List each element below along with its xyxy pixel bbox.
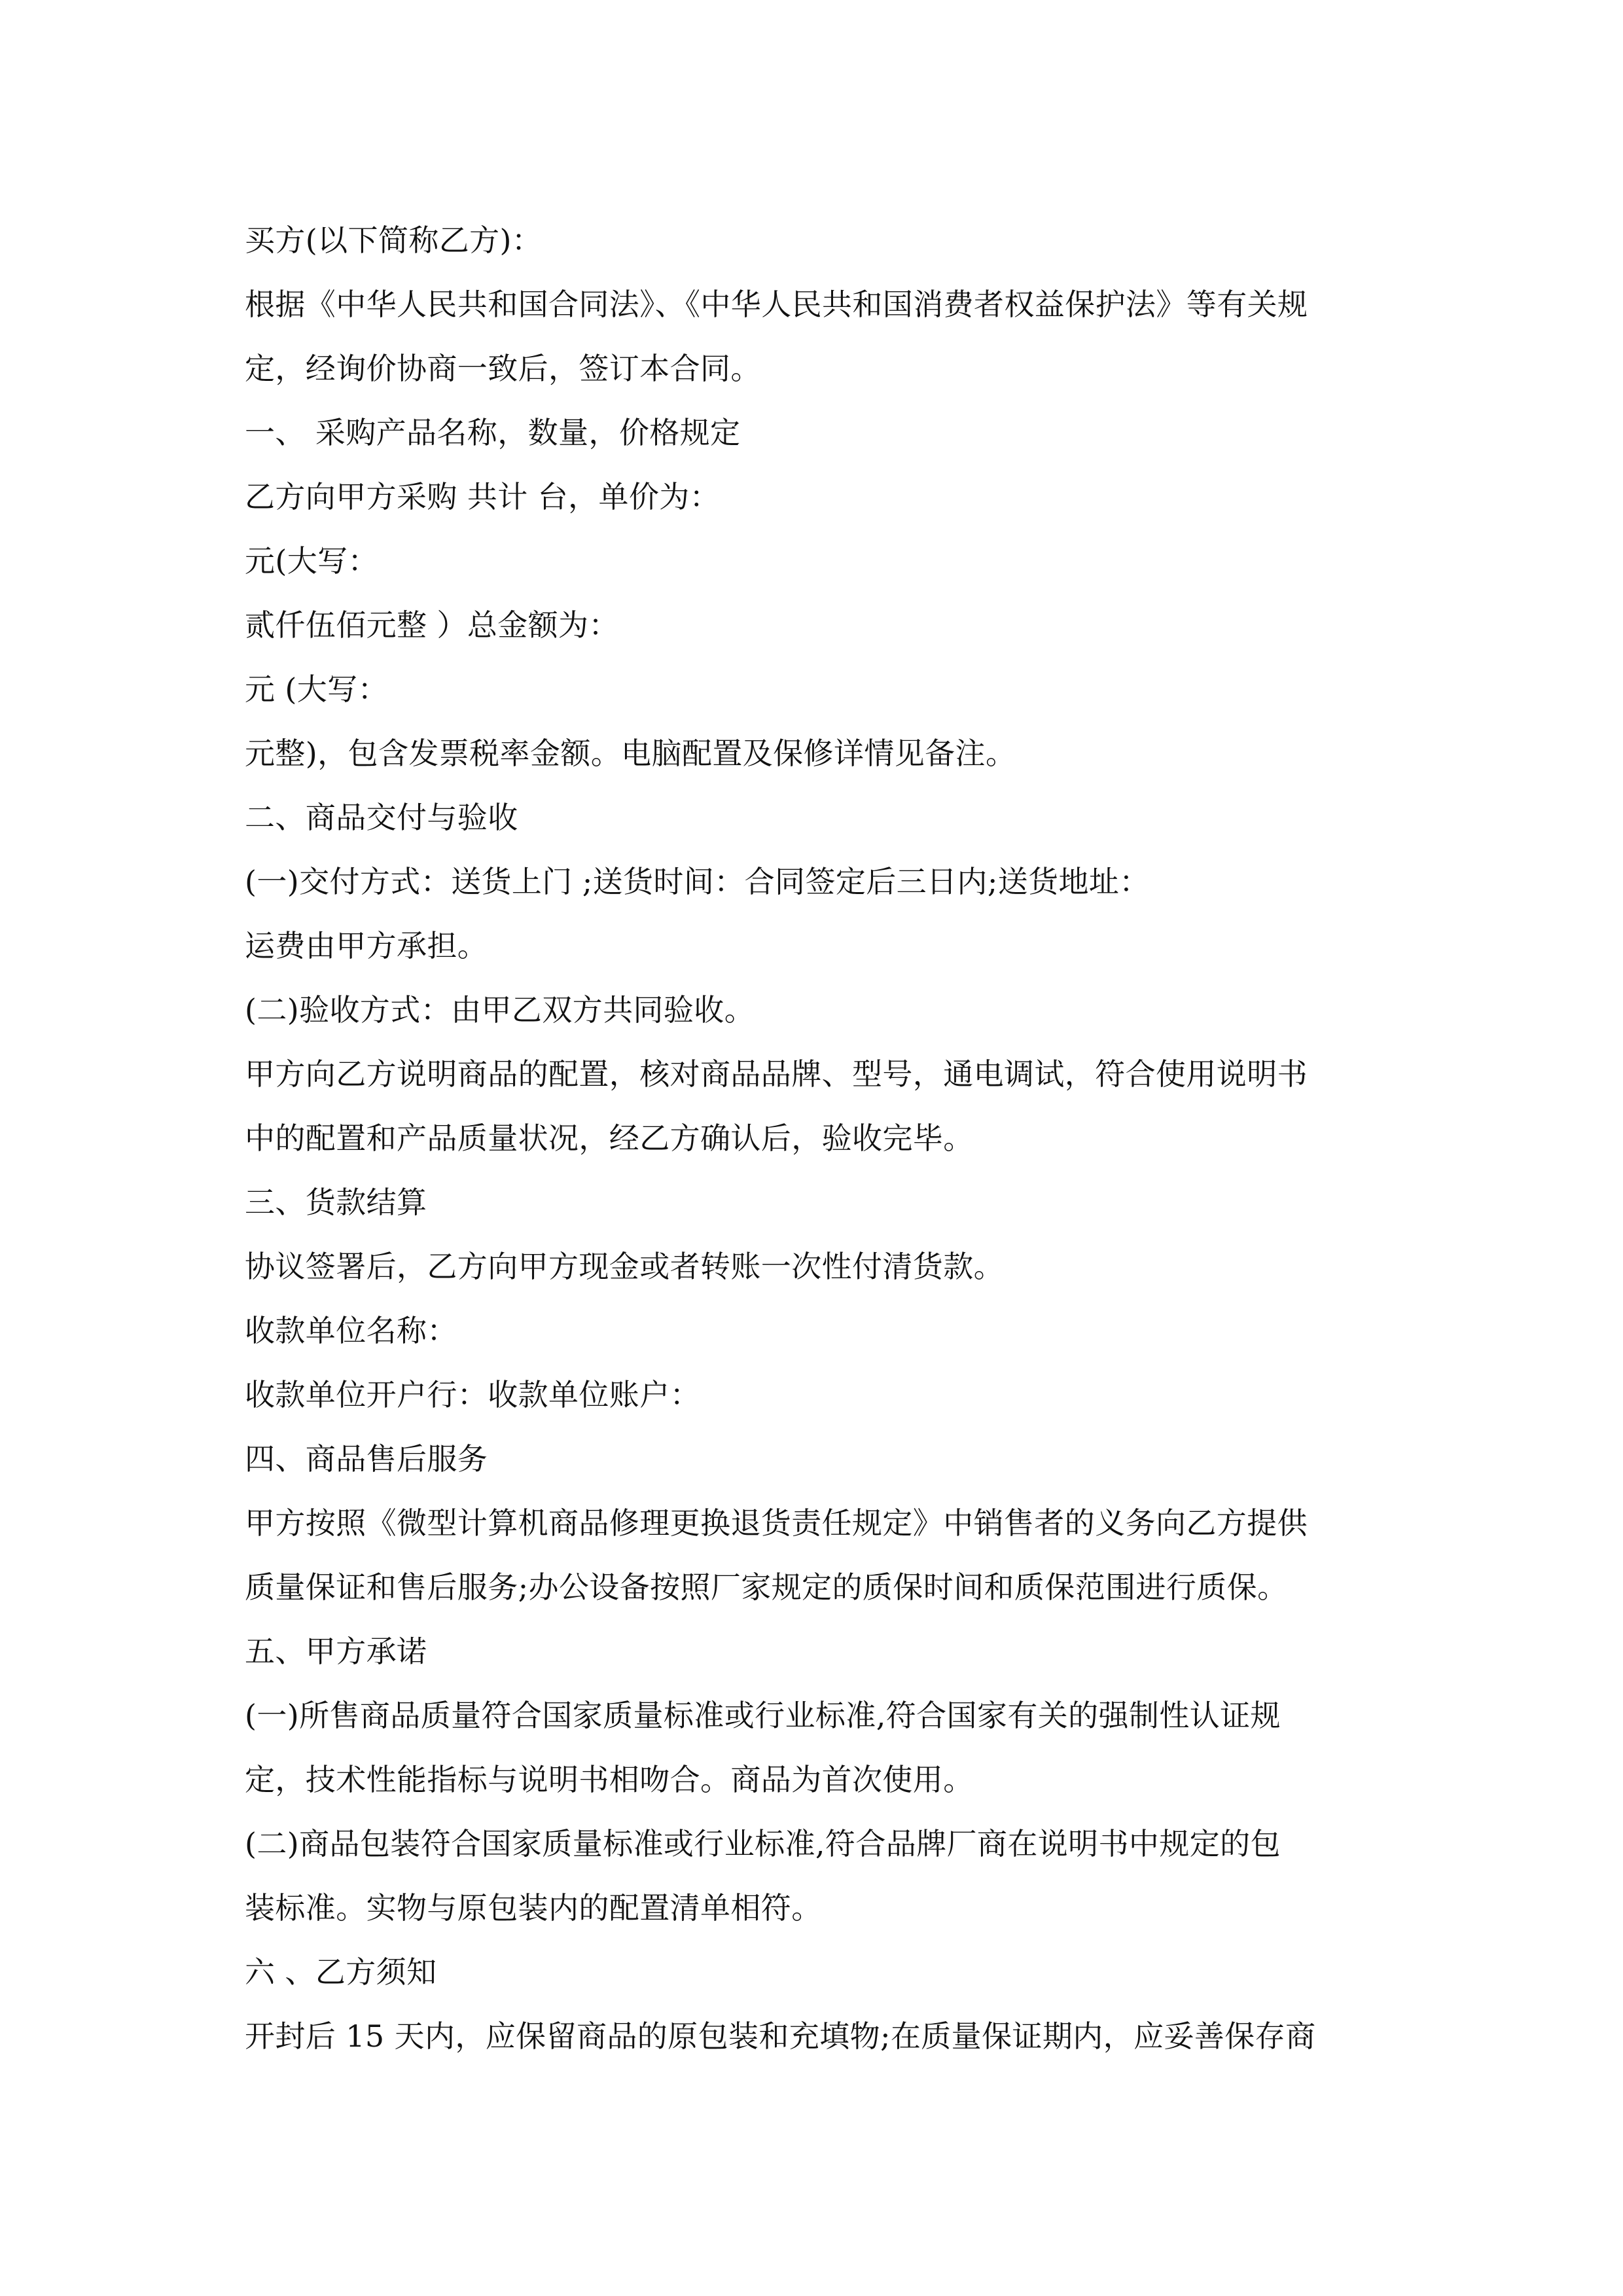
section-3-heading: 三、货款结算: [245, 1185, 427, 1220]
promise-2-line-1: (二)商品包装符合国家质量标准或行业标准,符合品牌厂商在说明书中规定的包: [245, 1826, 1281, 1861]
buyer-notice-line: 开封后 15 天内，应保留商品的原包装和充填物;在质量保证期内，应妥善保存商: [245, 2018, 1316, 2054]
after-sales-line-1: 甲方按照《微型计算机商品修理更换退货责任规定》中销售者的义务向乙方提供: [245, 1505, 1308, 1541]
payee-bank-line: 收款单位开户行：收款单位账户：: [245, 1377, 700, 1412]
payment-line: 协议签署后，乙方向甲方现金或者转账一次性付清货款。: [245, 1249, 1004, 1284]
section-4-heading: 四、商品售后服务: [245, 1441, 488, 1477]
freight-line: 运费由甲方承担。: [245, 928, 488, 963]
legal-basis-line-2: 定，经询价协商一致后，签订本合同。: [245, 351, 761, 386]
buyer-line: 买方(以下简称乙方)：: [245, 223, 543, 258]
purchase-quantity-line: 乙方向甲方采购 共计 台，单价为：: [245, 479, 721, 514]
total-amount-uppercase-line: 元整)，包含发票税率金额。电脑配置及保修详情见备注。: [245, 736, 1016, 771]
payee-name-line: 收款单位名称：: [245, 1313, 457, 1348]
delivery-method-line: (一)交付方式：送货上门 ;送货时间：合同签定后三日内;送货地址：: [245, 864, 1150, 899]
section-2-heading: 二、商品交付与验收: [245, 800, 518, 835]
unit-price-uppercase-line: 贰仟伍佰元整 ）总金额为：: [245, 607, 619, 643]
promise-2-line-2: 装标准。实物与原包装内的配置清单相符。: [245, 1890, 822, 1926]
total-amount-line: 元 (大写：: [245, 672, 388, 707]
promise-1-line-2: 定，技术性能指标与说明书相吻合。商品为首次使用。: [245, 1762, 974, 1797]
section-1-heading: 一、 采购产品名称，数量，价格规定: [245, 415, 741, 450]
acceptance-method-line: (二)验收方式：由甲乙双方共同验收。: [245, 992, 755, 1028]
contract-body: [245, 208, 1383, 2068]
section-6-heading: 六 、乙方须知: [245, 1954, 437, 1990]
legal-basis-line-1: 根据《中华人民共和国合同法》、《中华人民共和国消费者权益保护法》等有关规: [245, 287, 1308, 322]
acceptance-detail-line-1: 甲方向乙方说明商品的配置，核对商品品牌、型号，通电调试，符合使用说明书: [245, 1056, 1308, 1092]
unit-price-line: 元(大写：: [245, 543, 378, 579]
acceptance-detail-line-2: 中的配置和产品质量状况，经乙方确认后，验收完毕。: [245, 1121, 974, 1156]
after-sales-line-2: 质量保证和售后服务;办公设备按照厂家规定的质保时间和质保范围进行质保。: [245, 1570, 1288, 1605]
promise-1-line-1: (一)所售商品质量符合国家质量标准或行业标准,符合国家有关的强制性认证规: [245, 1698, 1281, 1733]
section-5-heading: 五、甲方承诺: [245, 1634, 427, 1669]
